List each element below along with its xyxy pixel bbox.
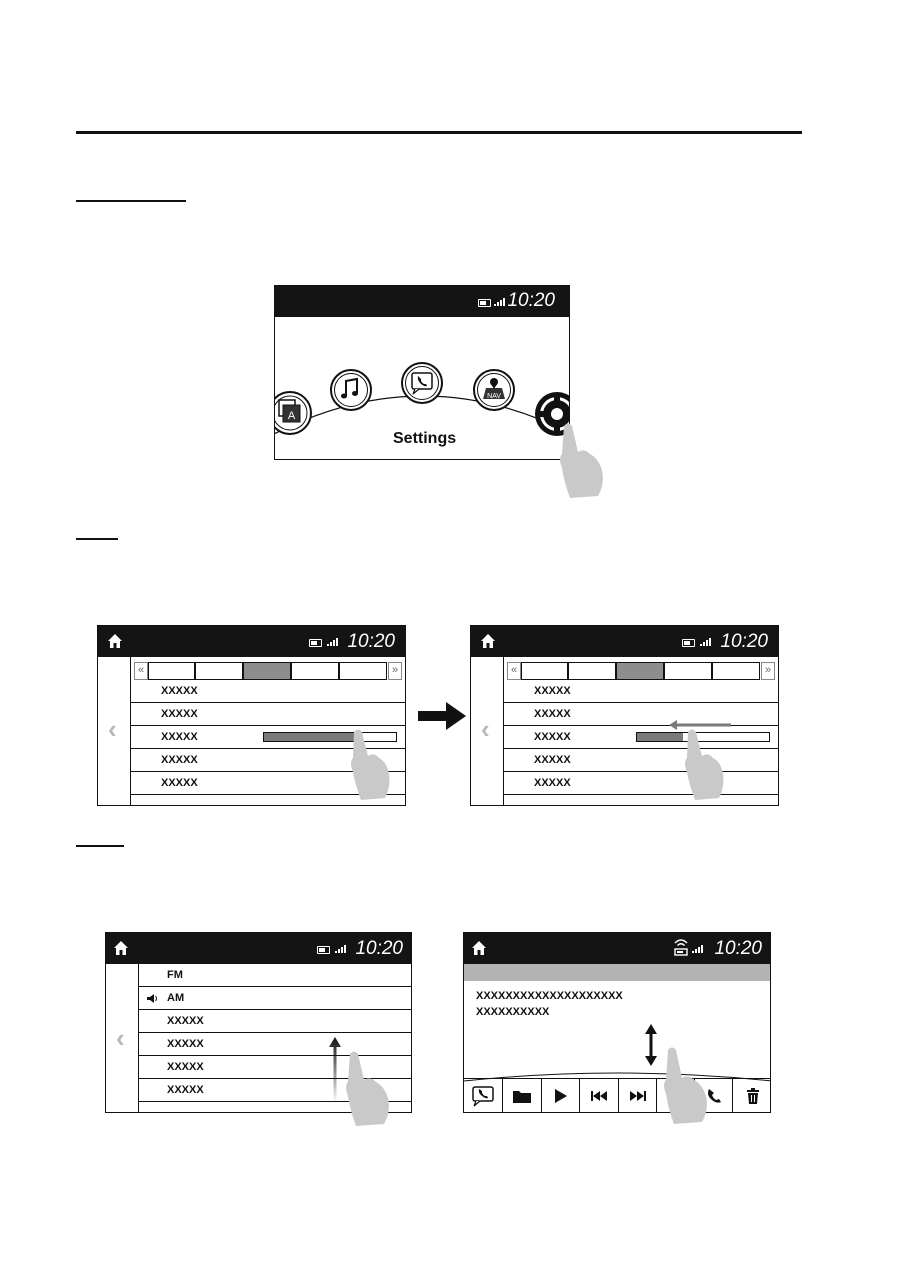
list-item[interactable]: FM	[139, 964, 412, 987]
tab-active[interactable]	[243, 662, 291, 680]
phone-icon[interactable]	[400, 361, 444, 405]
hand-pointer-icon	[556, 420, 606, 498]
section-heading-slide	[76, 538, 118, 540]
tab[interactable]	[291, 662, 339, 680]
tab[interactable]	[195, 662, 243, 680]
list-item[interactable]: XXXXX	[504, 749, 779, 772]
play-button[interactable]	[542, 1079, 580, 1113]
home-icon[interactable]	[113, 940, 129, 956]
apps-icon[interactable]	[274, 390, 313, 436]
message-body-line-2: XXXXXXXXXX	[476, 1006, 550, 1018]
selected-item-label: Settings	[393, 430, 457, 447]
speaker-icon	[146, 993, 158, 1004]
clock: 10:20	[507, 290, 555, 311]
signal-icon	[700, 638, 714, 646]
list-item[interactable]: XXXXX	[131, 749, 406, 772]
list-item[interactable]: XXXXX	[504, 726, 779, 749]
tab[interactable]	[339, 662, 387, 680]
message-screen	[463, 932, 771, 1113]
list-item[interactable]: XXXXX	[131, 680, 406, 703]
back-chevron-icon[interactable]: ‹	[108, 714, 117, 744]
status-bar	[98, 626, 405, 657]
hand-pointer-icon	[660, 1044, 712, 1126]
section-heading-swipe	[76, 845, 124, 847]
tab-active[interactable]	[616, 662, 664, 680]
tab[interactable]	[568, 662, 616, 680]
slider-fill	[637, 733, 683, 741]
list-item[interactable]: XXXXX	[139, 1079, 412, 1102]
clock: 10:20	[355, 938, 403, 959]
battery-icon	[309, 639, 322, 647]
list-item[interactable]: XXXXX	[131, 726, 406, 749]
page-rule	[76, 131, 802, 134]
message-toolbar	[464, 1078, 771, 1113]
message-body-line-1: XXXXXXXXXXXXXXXXXXXX	[476, 990, 623, 1002]
signal-icon	[335, 945, 349, 953]
apps-icon-letter: A	[287, 410, 296, 422]
tab[interactable]	[521, 662, 568, 680]
home-icon[interactable]	[471, 940, 487, 956]
play-icon	[554, 1088, 568, 1104]
tab-strip	[507, 662, 779, 682]
previous-icon	[590, 1091, 608, 1101]
list-item[interactable]: XXXXX	[139, 1010, 412, 1033]
section-heading-tap	[76, 200, 186, 202]
clock: 10:20	[714, 938, 762, 959]
scroll-updown-arrow-icon	[644, 1024, 658, 1066]
status-bar	[471, 626, 778, 657]
wifi-battery-icon	[673, 936, 689, 958]
scroll-up-arrow-icon	[328, 1037, 342, 1103]
back-chevron-icon[interactable]: ‹	[481, 714, 490, 744]
music-icon[interactable]	[329, 368, 373, 412]
list-item[interactable]: XXXXX	[131, 703, 406, 726]
home-icon[interactable]	[480, 633, 496, 649]
trash-icon	[746, 1088, 760, 1104]
signal-icon	[327, 638, 341, 646]
hand-pointer-icon	[346, 726, 392, 800]
tab[interactable]	[712, 662, 760, 680]
tab-right-arrow-icon[interactable]: »	[388, 662, 402, 680]
signal-icon	[692, 945, 706, 953]
next-icon	[629, 1091, 647, 1101]
previous-button[interactable]	[580, 1079, 619, 1113]
battery-icon	[682, 639, 695, 647]
tab-left-arrow-icon[interactable]: «	[507, 662, 521, 680]
tab-right-arrow-icon[interactable]: »	[761, 662, 775, 680]
list-item[interactable]: XXXXX	[139, 1056, 412, 1079]
clock: 10:20	[720, 631, 768, 652]
tab[interactable]	[148, 662, 195, 680]
transition-arrow-icon	[416, 700, 468, 732]
message-phone-icon	[471, 1085, 495, 1107]
slider-fill	[264, 733, 354, 741]
status-bar	[464, 933, 770, 964]
list-item[interactable]: XXXXX	[131, 772, 406, 795]
battery-icon	[317, 946, 330, 954]
tab-left-arrow-icon[interactable]: «	[134, 662, 148, 680]
status-bar	[106, 933, 411, 964]
list-item[interactable]: AM	[139, 987, 412, 1010]
home-screen	[274, 285, 570, 460]
back-chevron-icon[interactable]: ‹	[116, 1023, 125, 1053]
list-item[interactable]: XXXXX	[504, 772, 779, 795]
nav-icon[interactable]	[472, 368, 516, 412]
hand-pointer-icon	[342, 1048, 392, 1126]
folder-icon	[512, 1088, 532, 1104]
home-icon[interactable]	[107, 633, 123, 649]
nav-icon-text: NAV	[487, 393, 501, 400]
folder-button[interactable]	[503, 1079, 542, 1113]
slide-screen-after	[470, 625, 779, 806]
delete-button[interactable]	[733, 1079, 771, 1113]
next-button[interactable]	[619, 1079, 657, 1113]
clock: 10:20	[347, 631, 395, 652]
tab-strip	[134, 662, 406, 682]
list-item[interactable]: XXXXX	[504, 680, 779, 703]
list-item[interactable]: XXXXX	[139, 1033, 412, 1056]
message-header-bar	[464, 964, 771, 981]
list-item[interactable]: XXXXX	[504, 703, 779, 726]
tab[interactable]	[664, 662, 712, 680]
hand-pointer-icon	[680, 726, 726, 800]
reply-button[interactable]	[464, 1079, 503, 1113]
